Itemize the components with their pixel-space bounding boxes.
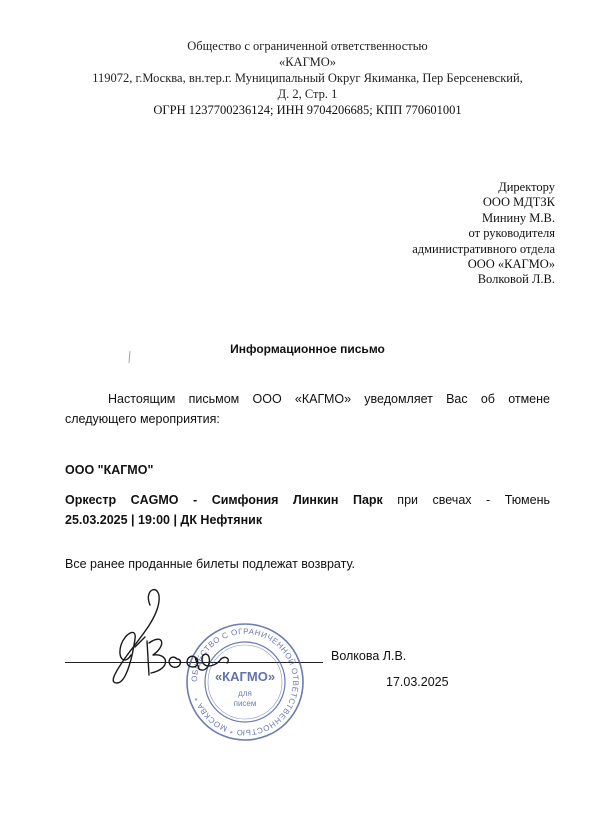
signer-name: Волкова Л.В. <box>331 649 407 663</box>
letterhead-address-building: Д. 2, Стр. 1 <box>277 87 338 101</box>
letter-title: Информационное письмо <box>230 342 385 356</box>
event-title-line <box>65 490 550 510</box>
event-title: Оркестр CAGMO - Симфония Линкин Парк <box>65 493 383 507</box>
event-title-suffix: при свечах - Тюмень <box>382 493 550 507</box>
addressee-line: Директору <box>498 180 555 194</box>
addressee-line: от руководителя <box>468 226 555 241</box>
event-date-venue: 25.03.2025 | 19:00 | ДК Нефтяник <box>65 513 263 527</box>
addressee-line: Волковой Л.В. <box>477 272 555 287</box>
addressee-line: ООО «КАГМО» <box>467 257 555 272</box>
notice-paragraph <box>65 389 550 429</box>
letterhead-company-name: «КАГМО» <box>278 55 337 69</box>
stamp-ring-text: ОБЩЕСТВО С ОГРАНИЧЕННОЙ ОТВЕТСТВЕННОСТЬЮ * МОСКВА * <box>189 626 301 738</box>
stamp-company-name: «КАГМО» <box>214 669 276 684</box>
notice-line-2: следующего мероприятия: <box>65 412 220 426</box>
letterhead-company-type: Общество с ограниченной ответственностью <box>187 39 428 53</box>
letter-date: 17.03.2025 <box>386 675 449 689</box>
event-details <box>65 460 550 530</box>
addressee-block <box>412 180 555 288</box>
notice-line-1: Настоящим письмом ООО «КАГМО» уведомляет Вас об отмене <box>108 392 550 406</box>
refund-notice: Все ранее проданные билеты подлежат возврату. <box>65 557 355 571</box>
letterhead-address: 119072, г.Москва, вн.тер.г. Муниципальный Округ Якиманка, Пер Берсеневский, <box>92 71 523 85</box>
addressee-line: Минину М.В. <box>482 210 555 225</box>
stamp-sub-1: для <box>238 689 252 698</box>
letterhead-registration-ids: ОГРН 1237700236124; ИНН 9704206685; КПП 770601001 <box>153 103 462 117</box>
addressee-line: административного отдела <box>412 241 555 256</box>
event-organizer: ООО "КАГМО" <box>65 463 154 477</box>
stamp-sub-2: писем <box>233 699 257 708</box>
addressee-line: ООО МДТЗК <box>482 195 555 210</box>
handwritten-signature-icon <box>95 583 245 703</box>
